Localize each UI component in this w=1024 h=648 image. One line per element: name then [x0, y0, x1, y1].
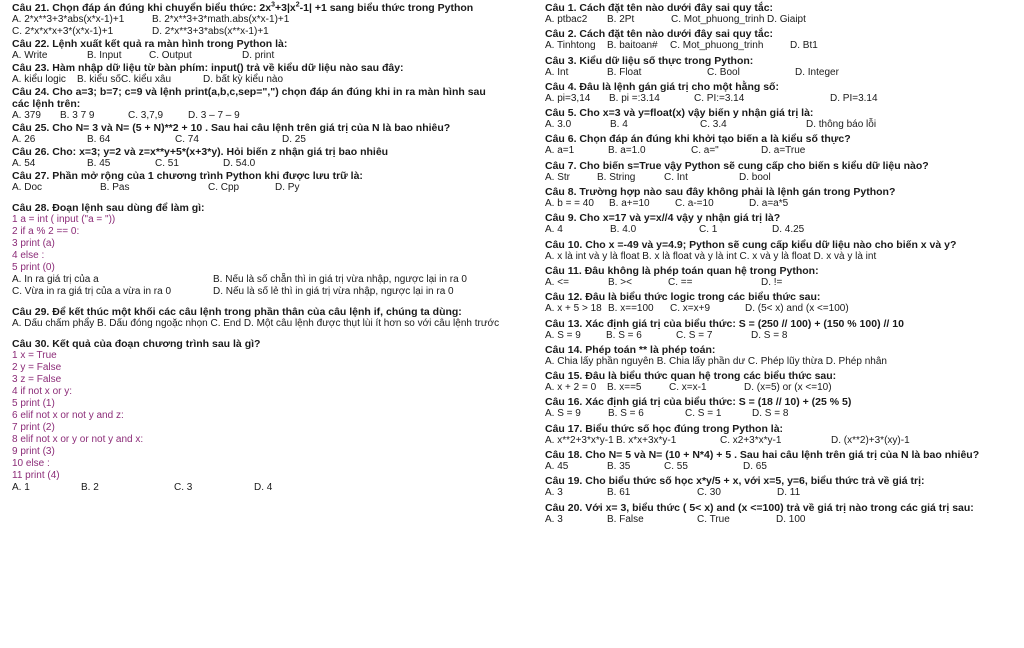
- option-c: C. a-=10: [675, 198, 714, 210]
- question-8-title: Câu 8. Trường hợp nào sau đây không phải là lệnh gán trong Python?: [545, 186, 896, 199]
- option-c: C. Vừa in ra giá trị của a vừa in ra 0: [12, 286, 172, 297]
- q21-title-part: Câu 21. Chọn đáp án đúng khi chuyển biểu thức: 2x: [12, 2, 272, 14]
- question-21-options: [12, 14, 532, 26]
- option-b: B. a+=10: [609, 198, 650, 210]
- option-a: A. Str: [545, 171, 571, 183]
- code-line: 7 print (2): [12, 422, 55, 433]
- question-5-title: Câu 5. Cho x=3 và y=float(x) vậy biến y nhận giá trị là:: [545, 107, 814, 120]
- option-d: D. Py: [275, 182, 300, 193]
- option-a: A. a=1: [545, 145, 575, 157]
- option-d: D. 25: [282, 134, 306, 145]
- question-7-options: [545, 172, 1020, 184]
- option-d: D. Nếu là số lẻ thì in giá trị vừa nhập, ngược lại in ra 0: [213, 286, 454, 297]
- question-21-title: [12, 2, 532, 14]
- option-d: D. 100: [776, 513, 806, 525]
- question-6-title: Câu 6. Chọn đáp án đúng khi khởi tạo biến a là kiểu số thực?: [545, 133, 851, 146]
- code-line: 2 if a % 2 == 0:: [12, 226, 80, 237]
- option-d: D. 3 – 7 – 9: [188, 110, 240, 121]
- question-18-title: Câu 18. Cho N= 5 và N= (10 + N*4) + 5 . Sau hai câu lệnh trên giá trị của N là bao nhiêu?: [545, 449, 980, 462]
- code-line: 9 print (3): [12, 446, 55, 457]
- question-25-title: Câu 25. Cho N= 3 và N= (5 + N)**2 + 10 . Sau hai câu lệnh trên giá trị của N là bao nhiêu?: [12, 122, 451, 134]
- question-17-options: [545, 435, 1020, 447]
- option-b: B. 3 7 9: [60, 110, 95, 121]
- code-line: 1 x = True: [12, 350, 57, 361]
- option-a: A. S = 9: [545, 329, 581, 341]
- question-20-options: [545, 514, 1020, 526]
- option-c: C. S = 7: [676, 329, 713, 341]
- option-d: D. (5< x) and (x <=100): [745, 303, 849, 315]
- question-4-title: Câu 4. Đâu là lệnh gán giá trị cho một hằng số:: [545, 80, 779, 93]
- question-30-title: Câu 30. Kết quả của đoạn chương trình sau là gì?: [12, 338, 261, 350]
- option-b: B. String: [597, 171, 636, 183]
- option-a: A. b = = 40: [545, 198, 594, 210]
- option-b: B. False: [607, 513, 644, 525]
- question-28-title: Câu 28. Đoạn lệnh sau dùng để làm gì:: [12, 202, 205, 214]
- option-d: D. 2*x**3+3*abs(x**x-1)+1: [152, 26, 269, 37]
- option-a: A. x + 5 > 18: [545, 303, 602, 315]
- question-19-options: [545, 487, 1020, 499]
- code-line: 10 else :: [12, 458, 50, 469]
- option-d: D. Bt1: [790, 40, 818, 52]
- option-a: A. 3.0: [545, 119, 572, 131]
- option-a: A. Write: [12, 50, 48, 61]
- option-a: A. 3: [545, 487, 563, 499]
- question-14-title: Câu 14. Phép toán ** là phép toán:: [545, 343, 716, 356]
- option-c: C. Output: [149, 50, 192, 61]
- option-d: D. Giaipt: [767, 14, 806, 25]
- option-d: D. thông báo lỗi: [806, 119, 877, 131]
- option-b: B. 45: [87, 158, 111, 169]
- option-c: C. 3.4: [700, 119, 727, 131]
- question-29-options: A. Dấu chấm phẩy B. Dấu đóng ngoặc nhọn C. End D. Một câu lệnh được thụt lùi ít hơn so với câu lệnh trước: [12, 318, 500, 329]
- question-2-options: [545, 40, 1020, 52]
- option-c: C. 74: [175, 134, 199, 145]
- question-21-options: [12, 26, 532, 38]
- option-a: A. <=: [545, 276, 569, 288]
- option-b: B. kiểu số: [77, 74, 121, 85]
- question-30-code: [12, 350, 532, 482]
- option-b: B. x*x+3x*y-1: [616, 434, 677, 446]
- question-15-options: [545, 382, 1020, 394]
- code-line: 4 else :: [12, 250, 45, 261]
- q21-title-part: -1| +1 sang biểu thức trong Python: [299, 2, 474, 14]
- option-c: C. x=x-1: [669, 382, 707, 394]
- question-19-title: Câu 19. Cho biểu thức số học x*y/5 + x, với x=5, y=6, biểu thức trả về giá trị:: [545, 475, 925, 488]
- option-c: C. 3: [174, 482, 193, 493]
- option-c: C. Int: [664, 171, 688, 183]
- option-c: C. 30: [697, 487, 721, 499]
- option-c: C. x2+3*x*y-1: [720, 434, 782, 446]
- option-a: A. Doc: [12, 182, 43, 193]
- question-16-title: Câu 16. Xác định giá trị của biểu thức: S = (18 // 10) + (25 % 5): [545, 396, 852, 409]
- option-b: B. x==5: [607, 382, 642, 394]
- option-a: A. 1: [12, 482, 30, 493]
- question-24-title: Câu 24. Cho a=3; b=7; c=9 và lệnh print(a,b,c,sep=",") chọn đáp án đúng khi in ra màn hình sau các lệnh trên:: [12, 86, 486, 110]
- question-10-options: A. x là int và y là float B. x là float và y là int C. x và y là float D. x và y là int: [545, 250, 877, 262]
- option-c: C. Mot_phuong_trinh: [671, 14, 765, 25]
- option-c: C. 2*x*x*x+3*(x*x-1)+1: [12, 26, 114, 37]
- question-8-options: [545, 198, 1020, 210]
- question-11-options: [545, 277, 1020, 289]
- option-d: D. !=: [761, 276, 783, 288]
- question-4-options: [545, 93, 1020, 105]
- option-c: C. kiểu xâu: [121, 74, 172, 85]
- option-c: C. ==: [668, 276, 693, 288]
- option-d: D. Integer: [795, 66, 839, 78]
- code-line: 5 print (0): [12, 262, 55, 273]
- question-28-options: [12, 286, 532, 298]
- option-c: C. True: [697, 513, 730, 525]
- option-a: A. 4: [545, 224, 563, 236]
- option-b: B. S = 6: [606, 329, 642, 341]
- option-c: C. Bool: [707, 66, 740, 78]
- option-d: D. PI=3.14: [830, 92, 878, 104]
- option-d: D. a=True: [761, 145, 806, 157]
- question-14-options: A. Chia lấy phần nguyên B. Chia lấy phần dư C. Phép lũy thừa D. Phép nhân: [545, 355, 887, 367]
- question-6-options: [545, 145, 1020, 157]
- option-b: B. 2: [81, 482, 99, 493]
- option-a: A. 379: [12, 110, 41, 121]
- question-27-title: Câu 27. Phần mở rộng của 1 chương trình Python khi được lưu trữ là:: [12, 170, 363, 182]
- option-d: D. 11: [777, 487, 801, 499]
- option-b: B. 35: [607, 461, 631, 473]
- option-a: A. 2*x**3+3*abs(x*x-1)+1: [12, 14, 125, 25]
- option-d: D. bất kỳ kiểu nào: [203, 74, 284, 85]
- question-12-options: [545, 303, 1020, 315]
- code-line: 3 print (a): [12, 238, 55, 249]
- option-b: B. x==100: [608, 303, 654, 315]
- option-a: A. 3: [545, 513, 563, 525]
- option-a: A. Tinhtong: [545, 40, 596, 52]
- option-a: A. S = 9: [545, 408, 581, 420]
- code-line: 5 print (1): [12, 398, 55, 409]
- option-c: C. x=x+9: [670, 303, 711, 315]
- option-a: A. 45: [545, 461, 569, 473]
- option-a: A. In ra giá trị của a: [12, 274, 99, 285]
- question-12-title: Câu 12. Đâu là biểu thức logic trong các biểu thức sau:: [545, 291, 821, 304]
- option-d: D. bool: [739, 171, 771, 183]
- question-7-title: Câu 7. Cho biến s=True vậy Python sẽ cung cấp cho biến s kiểu dữ liệu nào?: [545, 159, 929, 172]
- option-b: B. Input: [87, 50, 122, 61]
- code-line: 2 y = False: [12, 362, 62, 373]
- question-20-title: Câu 20. Với x= 3, biểu thức ( 5< x) and (x <=100) trả về giá trị nào trong các giá trị sau:: [545, 501, 974, 514]
- question-28-code: [12, 214, 532, 274]
- option-c: C. 1: [699, 224, 718, 236]
- code-line: 8 elif not x or y or not y and x:: [12, 434, 144, 445]
- option-b: B. Nếu là số chẵn thì in giá trị vừa nhập, ngược lại in ra 0: [213, 274, 467, 285]
- question-22-title: Câu 22. Lệnh xuất kết quả ra màn hình trong Python là:: [12, 38, 288, 50]
- question-3-options: [545, 67, 1020, 79]
- q21-superscript: 2: [295, 1, 300, 9]
- option-a: A. 26: [12, 134, 36, 145]
- left-column: [12, 2, 532, 494]
- option-b: B. 4.0: [610, 224, 637, 236]
- option-b: B. Pas: [100, 182, 130, 193]
- question-30-options: [12, 482, 532, 494]
- option-d: D. S = 8: [751, 329, 788, 341]
- option-a: A. pi=3,14: [545, 92, 591, 104]
- option-a: A. Int: [545, 66, 569, 78]
- question-5-options: [545, 119, 1020, 131]
- question-17-title: Câu 17. Biểu thức số học đúng trong Python là:: [545, 422, 784, 435]
- option-b: B. Float: [607, 66, 642, 78]
- question-11-title: Câu 11. Đâu không là phép toán quan hệ trong Python:: [545, 264, 819, 277]
- option-c: C. 51: [155, 158, 179, 169]
- question-3-title: Câu 3. Kiểu dữ liệu số thực trong Python:: [545, 54, 754, 67]
- option-a: A. x + 2 = 0: [545, 382, 597, 394]
- option-b: B. 4: [610, 119, 628, 131]
- option-c: C. PI:=3.14: [694, 92, 745, 104]
- option-c: C. Mot_phuong_trinh: [670, 40, 764, 52]
- option-b: B. 64: [87, 134, 111, 145]
- option-d: D. 65: [743, 461, 767, 473]
- option-d: D. a=a*5: [749, 198, 789, 210]
- code-line: 6 elif not x or not y and z:: [12, 410, 124, 421]
- q21-title-part: +3|x: [274, 2, 296, 14]
- option-b: B. baitoan#: [607, 40, 658, 52]
- option-b: B. ><: [608, 276, 632, 288]
- option-d: D. 4.25: [772, 224, 805, 236]
- option-d: D. 4: [254, 482, 273, 493]
- question-13-title: Câu 13. Xác định giá trị của biểu thức: S = (250 // 100) + (150 % 100) // 10: [545, 317, 904, 330]
- question-9-options: [545, 224, 1020, 236]
- question-9-title: Câu 9. Cho x=17 và y=x//4 vậy y nhận giá trị là?: [545, 212, 781, 225]
- question-24-options: [12, 110, 532, 122]
- question-18-options: [545, 461, 1020, 473]
- question-28-options: [12, 274, 532, 286]
- option-c: C. 55: [664, 461, 688, 473]
- option-d: D. 54.0: [223, 158, 256, 169]
- question-23-title: Câu 23. Hàm nhập dữ liệu từ bàn phím: input() trả về kiểu dữ liệu nào sau đây:: [12, 62, 404, 74]
- question-1-title: Câu 1. Cách đặt tên nào dưới đây sai quy tắc:: [545, 2, 774, 14]
- option-b: B. 2*x**3+3*math.abs(x*x-1)+1: [152, 14, 290, 25]
- question-13-options: [545, 330, 1020, 342]
- code-line: 4 if not x or y:: [12, 386, 73, 397]
- option-b: B. 2Pt: [607, 14, 635, 25]
- code-line: 11 print (4): [12, 470, 60, 481]
- question-10-title: Câu 10. Cho x =-49 và y=4.9; Python sẽ cung cấp kiểu dữ liệu nào cho biến x và y?: [545, 238, 957, 251]
- option-c: C. a=": [691, 145, 719, 157]
- option-c: C. S = 1: [685, 408, 722, 420]
- option-b: B. pi =:3.14: [609, 92, 660, 104]
- question-1-options: [545, 14, 1020, 26]
- option-a: A. ptbac2: [545, 14, 588, 25]
- question-26-title: Câu 26. Cho: x=3; y=2 và z=x**y+5*(x+3*y). Hỏi biến z nhận giá trị bao nhiêu: [12, 146, 389, 158]
- code-line: 3 z = False: [12, 374, 62, 385]
- option-c: C. Cpp: [208, 182, 240, 193]
- option-b: B. S = 6: [608, 408, 644, 420]
- question-16-options: [545, 408, 1020, 420]
- question-2-title: Câu 2. Cách đặt tên nào dưới đây sai quy tắc:: [545, 28, 774, 41]
- option-a: A. 54: [12, 158, 36, 169]
- question-25-options: [12, 134, 532, 146]
- option-d: D. S = 8: [752, 408, 789, 420]
- question-22-options: [12, 50, 532, 62]
- question-23-options: [12, 74, 532, 86]
- option-d: D. (x**2)+3*(xy)-1: [831, 434, 910, 446]
- option-d: D. (x=5) or (x <=10): [744, 382, 832, 394]
- code-line: 1 a = int ( input ("a = ")): [12, 214, 116, 225]
- option-b: B. a=1.0: [608, 145, 646, 157]
- question-26-options: [12, 158, 532, 170]
- option-b: B. 61: [607, 487, 631, 499]
- option-c: C. 3,7,9: [128, 110, 164, 121]
- q21-superscript: 3: [271, 1, 275, 9]
- right-column: [545, 2, 1020, 528]
- option-a: A. kiểu logic: [12, 74, 66, 85]
- question-15-title: Câu 15. Đâu là biểu thức quan hệ trong các biểu thức sau:: [545, 370, 837, 383]
- question-29-title: Câu 29. Để kết thúc một khối các câu lệnh trong phần thân của câu lệnh if, chúng ta dùng:: [12, 306, 462, 318]
- option-a: A. x**2+3*x*y-1: [545, 434, 614, 446]
- question-27-options: [12, 182, 532, 194]
- option-d: D. print: [242, 50, 275, 61]
